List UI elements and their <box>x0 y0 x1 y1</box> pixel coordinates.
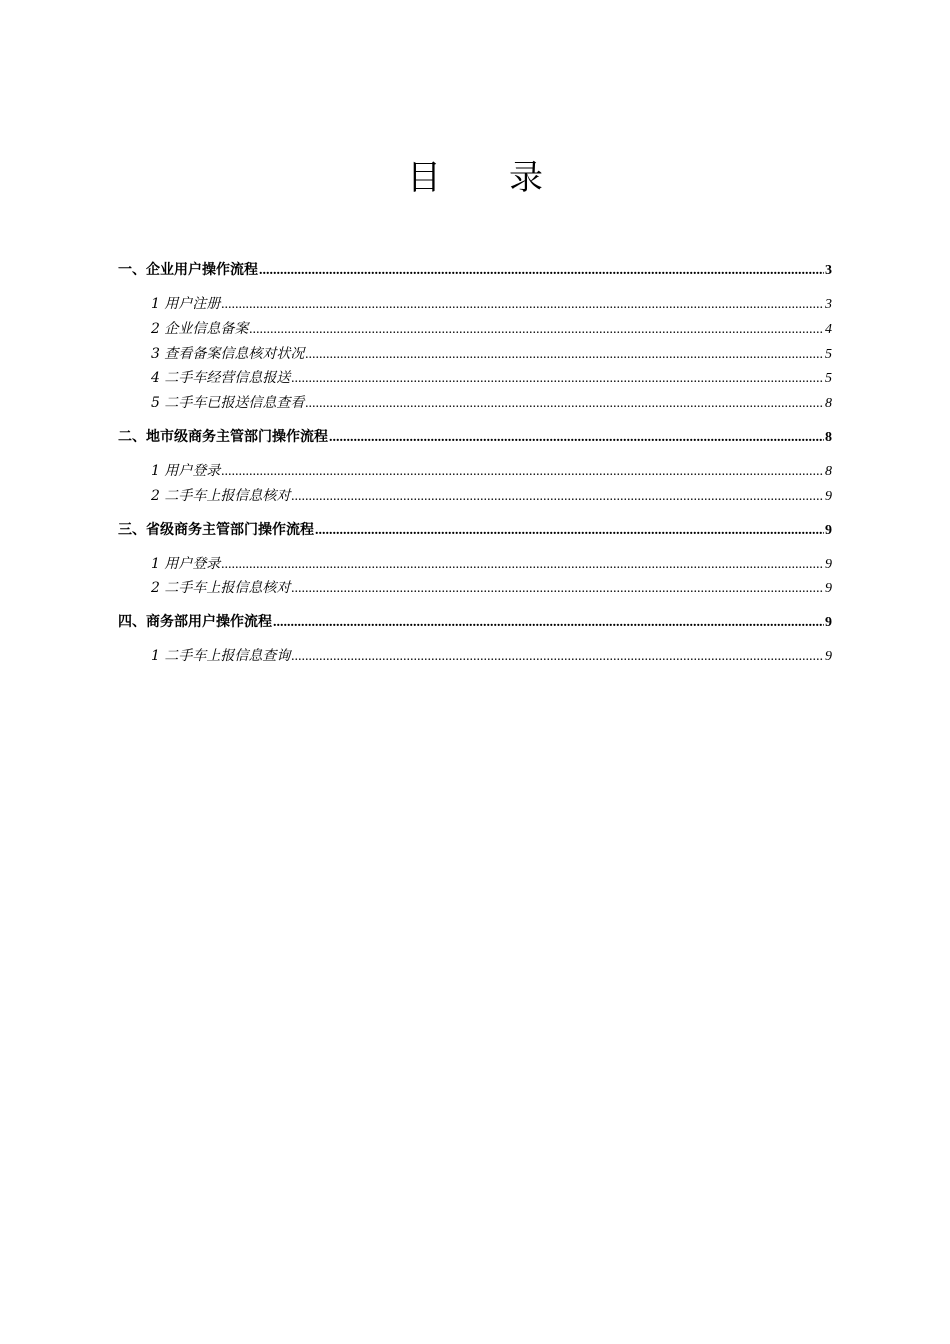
toc-subsection-label: 1 用户注册 <box>151 296 221 312</box>
toc-page-number: 8 <box>825 463 832 479</box>
toc-subsection-3-2[interactable] <box>118 576 832 601</box>
toc-subsection-label: 1 二手车上报信息查询 <box>151 648 291 665</box>
toc-page-number: 3 <box>825 263 832 278</box>
toc-subsection-label: 2 二手车上报信息核对 <box>151 487 291 504</box>
toc-leader <box>221 460 824 484</box>
toc-page-number: 4 <box>825 321 832 337</box>
toc-page-number: 9 <box>825 522 832 538</box>
toc-subsection-1-5[interactable] <box>118 391 832 416</box>
toc-leader <box>259 259 824 282</box>
toc-page-number: 9 <box>825 649 832 665</box>
toc-leader <box>291 645 824 669</box>
toc-page-number: 9 <box>825 615 832 631</box>
toc-subsection-1-1[interactable] <box>118 292 832 317</box>
toc-page-number: 9 <box>825 556 832 572</box>
toc-subsection-1-3[interactable] <box>118 342 832 367</box>
toc-section-label: 一、企业用户操作流程 <box>118 262 258 278</box>
toc-page-number: 3 <box>825 297 832 312</box>
toc-leader <box>291 367 824 391</box>
toc-page-number: 9 <box>825 488 832 504</box>
toc-subsection-2-2[interactable] <box>118 484 832 509</box>
toc-section-4[interactable] <box>118 610 832 634</box>
toc-section-3[interactable] <box>118 518 832 542</box>
toc-subsection-1-4[interactable] <box>118 366 832 391</box>
toc-page-number: 8 <box>825 429 832 445</box>
toc-leader <box>291 485 824 509</box>
toc-title: 目录 <box>407 158 611 198</box>
toc-subsection-label: 5 二手车已报送信息查看 <box>151 395 305 412</box>
table-of-contents <box>118 258 832 669</box>
toc-section-label: 三、省级商务主管部门操作流程 <box>118 521 314 538</box>
toc-leader <box>221 293 824 317</box>
toc-subsection-3-1[interactable] <box>118 552 832 577</box>
toc-section-1[interactable] <box>118 258 832 282</box>
toc-subsection-label: 2 二手车上报信息核对 <box>151 580 291 597</box>
toc-page-number: 9 <box>825 581 832 597</box>
toc-leader <box>249 318 824 342</box>
toc-subsection-label: 3 查看备案信息核对状况 <box>151 345 305 362</box>
toc-section-label: 四、商务部用户操作流程 <box>118 614 272 631</box>
toc-page-number: 5 <box>825 346 832 362</box>
toc-subsection-4-1[interactable] <box>118 644 832 669</box>
toc-leader <box>305 392 824 416</box>
toc-leader <box>273 611 824 634</box>
toc-leader <box>305 343 824 367</box>
toc-page-number: 8 <box>825 396 832 412</box>
toc-leader <box>291 577 824 601</box>
toc-leader <box>315 519 824 542</box>
toc-section-label: 二、地市级商务主管部门操作流程 <box>118 428 328 445</box>
toc-leader <box>221 553 824 577</box>
toc-subsection-2-1[interactable] <box>118 459 832 484</box>
toc-subsection-label: 1 用户登录 <box>151 555 221 572</box>
toc-page-number: 5 <box>825 371 832 387</box>
toc-subsection-1-2[interactable] <box>118 317 832 342</box>
toc-section-2[interactable] <box>118 425 832 449</box>
toc-subsection-label: 2 企业信息备案 <box>151 320 249 337</box>
toc-subsection-label: 4 二手车经营信息报送 <box>151 370 291 387</box>
toc-leader <box>329 426 824 449</box>
toc-subsection-label: 1 用户登录 <box>151 462 221 479</box>
